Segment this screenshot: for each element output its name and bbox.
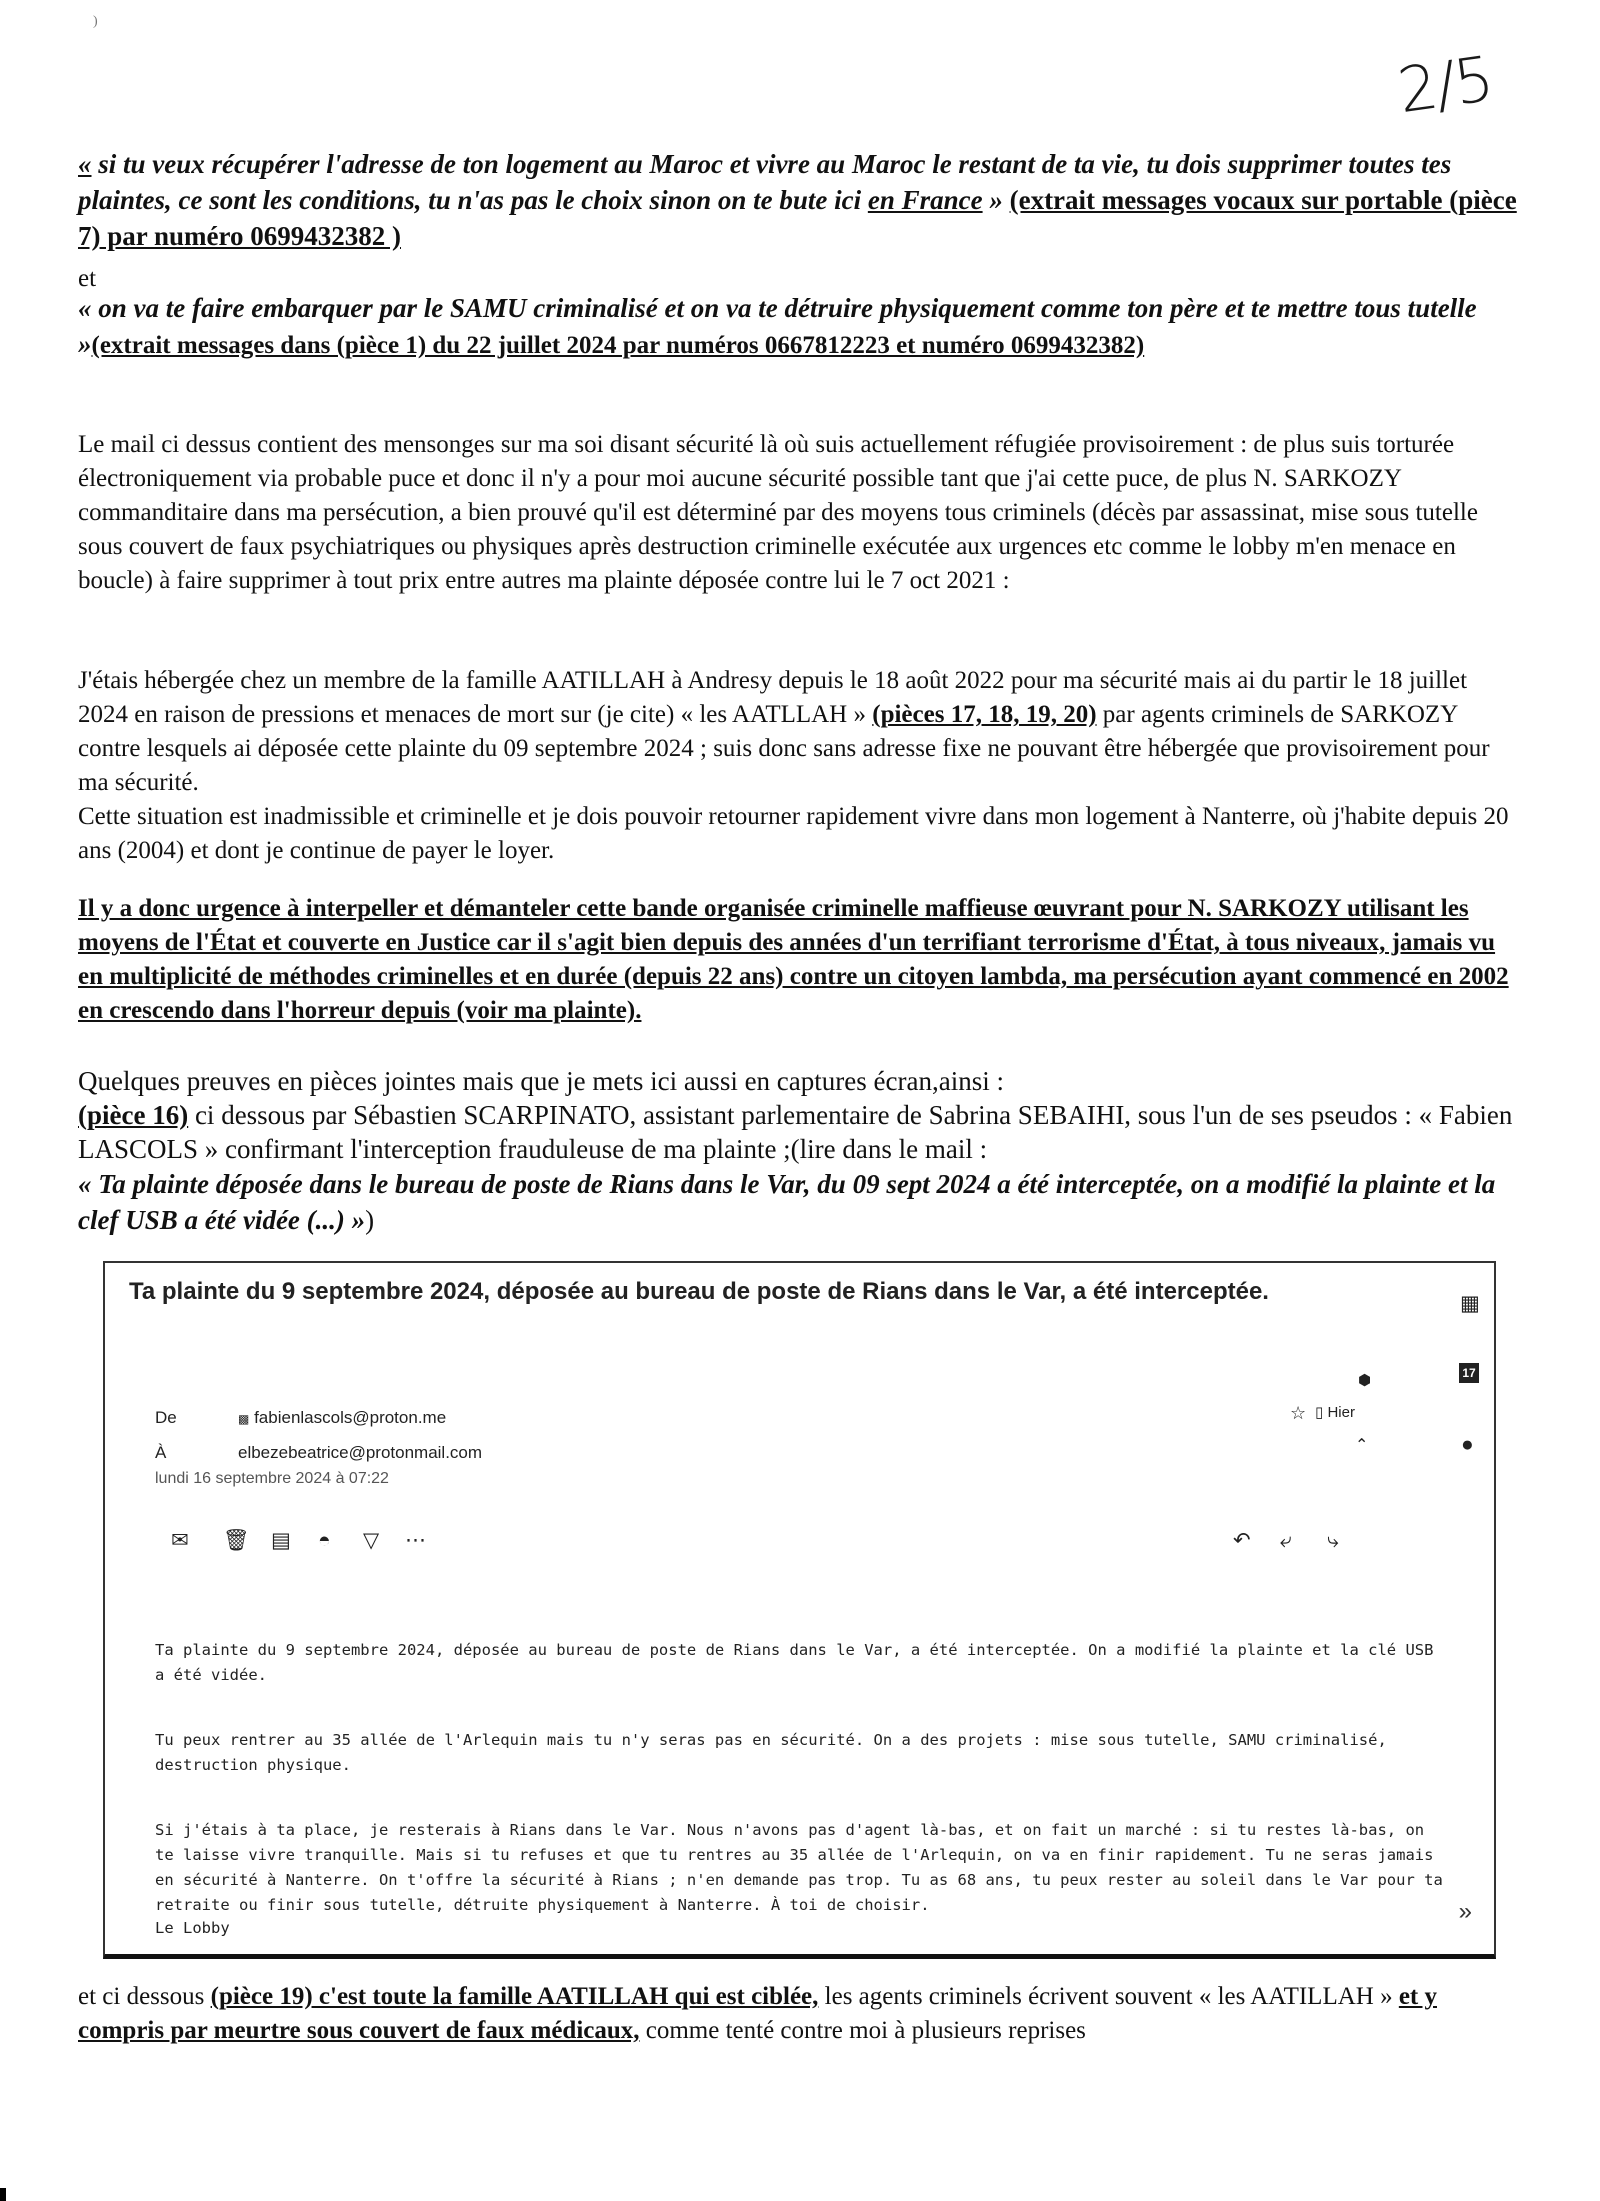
paragraph-text: )	[365, 1205, 375, 1235]
scan-mark	[0, 2188, 6, 2201]
to-address[interactable]: elbezebeatrice@protonmail.com	[238, 1443, 483, 1462]
trash-icon[interactable]: 🗑	[223, 1529, 250, 1552]
paragraph-text: Quelques preuves en pièces jointes mais que je mets ici aussi en captures écran,ainsi :	[78, 1066, 1004, 1096]
paragraph-urgency: Il y a donc urgence à interpeller et démanteler cette bande organisée criminelle maffieuse œuvrant pour N. SARKOZY utilisant les moyens de l'État et couverte en Justice car il s'agit bien depuis des années d'un terrifiant terrorisme d'État, à tous niveaux, jamais vu en multiplicité de méthodes criminelles et en durée (depuis 22 ans) contre un citoyen lambda, ma persécution ayant commencé en 2002 en crescendo dans l'horreur depuis (voir ma plainte).	[78, 895, 1509, 1024]
tag-icon[interactable]: ◓	[318, 1529, 331, 1552]
reply-all-icon[interactable]: ⤶	[1280, 1529, 1292, 1552]
quote-text: si tu veux récupérer l'adresse de ton logement au Maroc et vivre au Maroc le restant de ta vie, tu dois supprimer toutes tes plaintes, ce sont les conditions, tu n'as pas le choix sinon on te bute ici	[78, 149, 1452, 215]
quote-reference: (extrait messages vocaux sur portable (pièce 7) par numéro 0699432382 )	[78, 185, 1517, 251]
star-icon[interactable]: ☆	[1290, 1403, 1307, 1423]
email-subject: Ta plainte du 9 septembre 2024, déposée au bureau de poste de Rians dans le Var, a été interceptée.	[129, 1278, 1269, 1305]
from-address-text: fabienlascols@proton.me	[254, 1408, 447, 1427]
quote-reference: (extrait messages dans (pièce 1) du 22 juillet 2024 par numéros 0667812223 et numéro 0699432382)	[91, 332, 1145, 359]
chevron-up-icon[interactable]: ⌃	[1355, 1437, 1369, 1454]
connector-text: et	[78, 265, 97, 292]
corner-mark: )	[93, 14, 98, 29]
email-paragraph: Ta plainte du 9 septembre 2024, déposée au bureau de poste de Rians dans le Var, a été interceptée. On a modifié la plainte et la clé USB a été vidée.	[155, 1641, 1434, 1684]
lock-icon: ▩	[238, 1412, 250, 1426]
paragraph-text: les agents criminels écrivent souvent « les AATILLAH »	[818, 1983, 1399, 2010]
to-label: À	[155, 1443, 167, 1462]
quote-text: « on va te faire embarquer par le SAMU criminalisé et on va te détruire physiquement comme ton père et te mettre tous tutelle »	[78, 293, 1477, 359]
received-text: Hier	[1327, 1404, 1355, 1421]
reply-icon[interactable]: ↶	[1233, 1529, 1251, 1552]
from-label: De	[155, 1408, 177, 1427]
paragraph-text: comme tenté contre moi à plusieurs reprises	[639, 2017, 1086, 2044]
paragraph-reference: et y compris par meurtre sous couvert de faux médicaux,	[78, 1983, 1437, 2044]
quote-messages	[78, 290, 1518, 364]
filter-icon[interactable]: ▽	[363, 1529, 380, 1552]
contacts-icon[interactable]: ●	[1461, 1433, 1474, 1456]
inbox-icon: ▯	[1315, 1404, 1324, 1421]
quote-open-mark: «	[78, 149, 92, 179]
paragraph-mail-lies: Le mail ci dessus contient des mensonges sur ma soi disant sécurité là où suis actuellement réfugiée provisoirement : de plus suis torturée électroniquement via probable puce et donc il n'y a pour moi aucune sécurité possible tant que j'ai cette puce, de plus N. SARKOZY commanditaire dans ma persécution, a bien prouvé qu'il est déterminé par des moyens tous criminels (décès par assassinat, mise sous tutelle sous couvert de faux psychiatriques ou physiques après destruction criminelle exécutée aux urgences etc comme le lobby m'en menace en boucle) à faire supprimer à tout prix entre autres ma plainte déposée contre lui le 7 oct 2021 :	[78, 431, 1478, 594]
quote-voice-message	[78, 146, 1518, 254]
received-label	[1315, 1403, 1355, 1421]
paragraph-text: J'étais hébergée chez un membre de la famille AATILLAH à Andresy depuis le 18 août 2022 pour ma sécurité mais ai du partir le 18 juillet 2024 en raison de pressions et menaces de mort sur (je cite) « les AATLLAH »	[78, 667, 1468, 728]
paragraph-reference: (pièce 19) c'est toute la famille AATILLAH qui est ciblée,	[210, 1983, 819, 2010]
more-icon[interactable]: ⋯	[405, 1529, 426, 1552]
chevron-right-icon[interactable]: »	[1458, 1898, 1472, 1925]
paragraph-quote: « Ta plainte déposée dans le bureau de poste de Rians dans le Var, du 09 sept 2024 a été interceptée, on a modifié la plainte et la clef USB a été vidée (...) »	[78, 1169, 1496, 1235]
quote-close-mark: »	[982, 185, 1003, 215]
paragraph-reference: (pièces 17, 18, 19, 20)	[872, 701, 1097, 728]
page-number: 2/5	[1393, 41, 1497, 128]
email-date: lundi 16 septembre 2024 à 07:22	[155, 1470, 389, 1487]
paragraph-hosting	[78, 664, 1518, 868]
email-paragraph: Tu peux rentrer au 35 allée de l'Arlequin mais tu n'y seras pas en sécurité. On a des projets : mise sous tutelle, SAMU criminalisé, destruction physique.	[155, 1731, 1387, 1774]
forward-icon[interactable]: ⤷	[1327, 1529, 1339, 1552]
email-signature: Le Lobby	[155, 1919, 230, 1937]
paragraph-text: ci dessous par Sébastien SCARPINATO, assistant parlementaire de Sabrina SEBAIHI, sous l'un de ses pseudos : « Fabien LASCOLS » confirmant l'interception frauduleuse de ma plainte ;(lire dans le mail :	[78, 1100, 1513, 1164]
shield-icon: ⬢	[1358, 1372, 1372, 1389]
paragraph-text: par agents criminels de SARKOZY contre lesquels ai déposée cette plainte du 09 septembre 2024 ; suis donc sans adresse fixe ne pouvant être hébergée que provisoirement pour ma sécurité.	[78, 701, 1490, 796]
paragraph-text: Cette situation est inadmissible et criminelle et je dois pouvoir retourner rapidement vivre dans mon logement à Nanterre, où j'habite depuis 20 ans (2004) et dont je continue de payer le loyer.	[78, 803, 1509, 864]
print-icon[interactable]: ▦	[1460, 1292, 1480, 1315]
email-screenshot	[103, 1261, 1496, 1959]
archive-icon[interactable]: ▤	[271, 1529, 291, 1552]
paragraph-text: et ci dessous	[78, 1983, 211, 2010]
quote-place: en France	[867, 185, 983, 215]
envelope-icon[interactable]: ✉	[171, 1529, 189, 1552]
email-body	[155, 1613, 1445, 1958]
paragraph-family-targeted	[78, 1980, 1518, 2048]
paragraph-reference: (pièce 16)	[78, 1100, 189, 1130]
calendar-icon[interactable]: 17	[1459, 1363, 1479, 1383]
email-paragraph: Si j'étais à ta place, je resterais à Rians dans le Var. Nous n'avons pas d'agent là-bas, et on fait un marché : si tu restes là-bas, on te laisse vivre tranquille. Mais si tu refuses et que tu rentres au 35 allée de l'Arlequin, on va en finir rapidement. Tu ne seras jamais en sécurité à Nanterre. On t'offre la sécurité à Rians ; n'en demande pas trop. Tu as 68 ans, tu peux rester au soleil dans le Var pour ta retraite ou finir sous tutelle, détruite physiquement à Nanterre. À toi de choisir.	[155, 1821, 1443, 1914]
paragraph-evidence	[78, 1064, 1518, 1238]
from-address[interactable]	[238, 1408, 446, 1428]
